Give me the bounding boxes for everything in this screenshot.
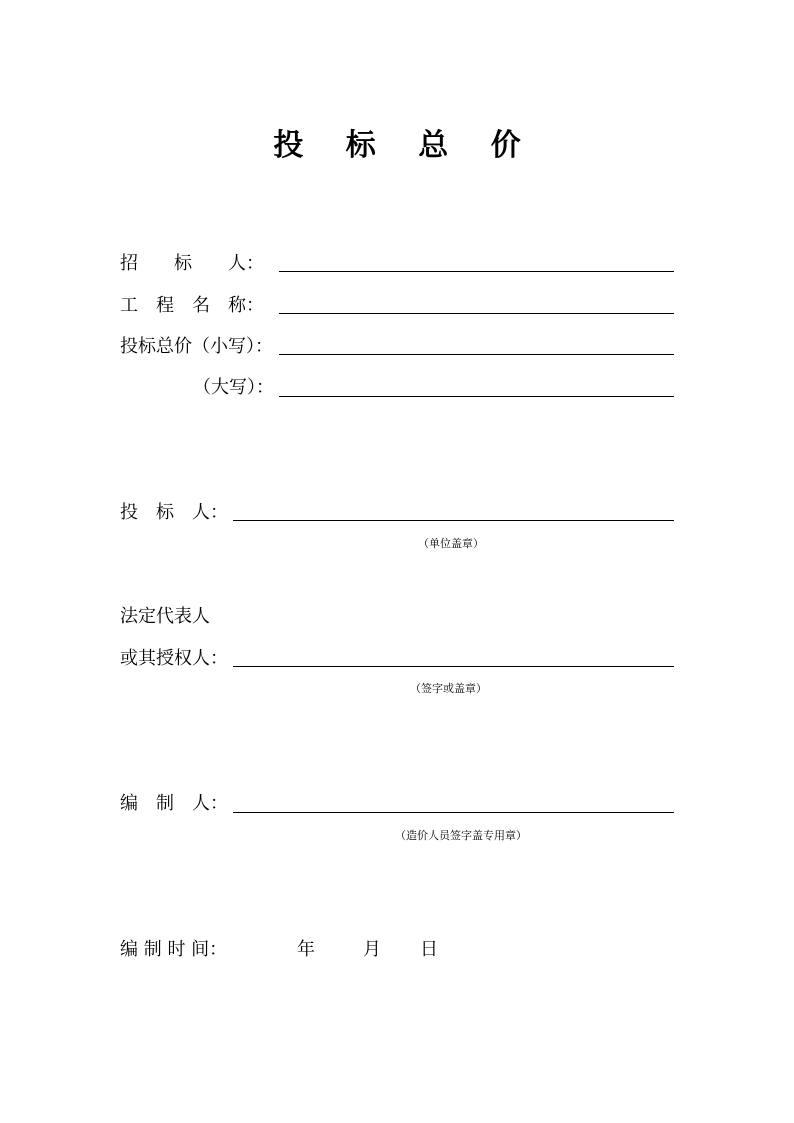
- total-price-lower-label: 投标总价（小写）：: [120, 336, 273, 357]
- tenderer-input-line[interactable]: [279, 271, 674, 272]
- compiler-label: 编 制 人：: [120, 793, 228, 814]
- project-name-label: 工 程 名 称：: [120, 295, 264, 316]
- compiler-seal-note: （造价人员签字盖专用章）: [395, 829, 527, 842]
- bidder-label: 投 标 人：: [120, 502, 228, 523]
- total-price-upper-input-line[interactable]: [279, 396, 674, 397]
- document-title: 投 标 总 价: [273, 128, 537, 163]
- legal-rep-sign-note: （签字或盖章）: [410, 682, 487, 695]
- compiler-input-line[interactable]: [233, 812, 674, 813]
- tenderer-label: 招 标 人：: [120, 253, 264, 274]
- compile-time-day: 日: [420, 939, 438, 960]
- legal-rep-label-line2: 或其授权人：: [120, 648, 228, 669]
- bidder-seal-note: （单位盖章）: [418, 537, 484, 550]
- project-name-input-line[interactable]: [279, 313, 674, 314]
- total-price-lower-input-line[interactable]: [279, 354, 674, 355]
- compile-time-label: 编 制 时 间：: [120, 939, 228, 960]
- compile-time-month: 月: [363, 939, 381, 960]
- bidder-input-line[interactable]: [233, 520, 674, 521]
- legal-rep-label-line1: 法定代表人: [120, 606, 210, 627]
- legal-rep-input-line[interactable]: [233, 666, 674, 667]
- compile-time-year: 年: [297, 939, 315, 960]
- total-price-upper-label: （大写）：: [193, 377, 274, 398]
